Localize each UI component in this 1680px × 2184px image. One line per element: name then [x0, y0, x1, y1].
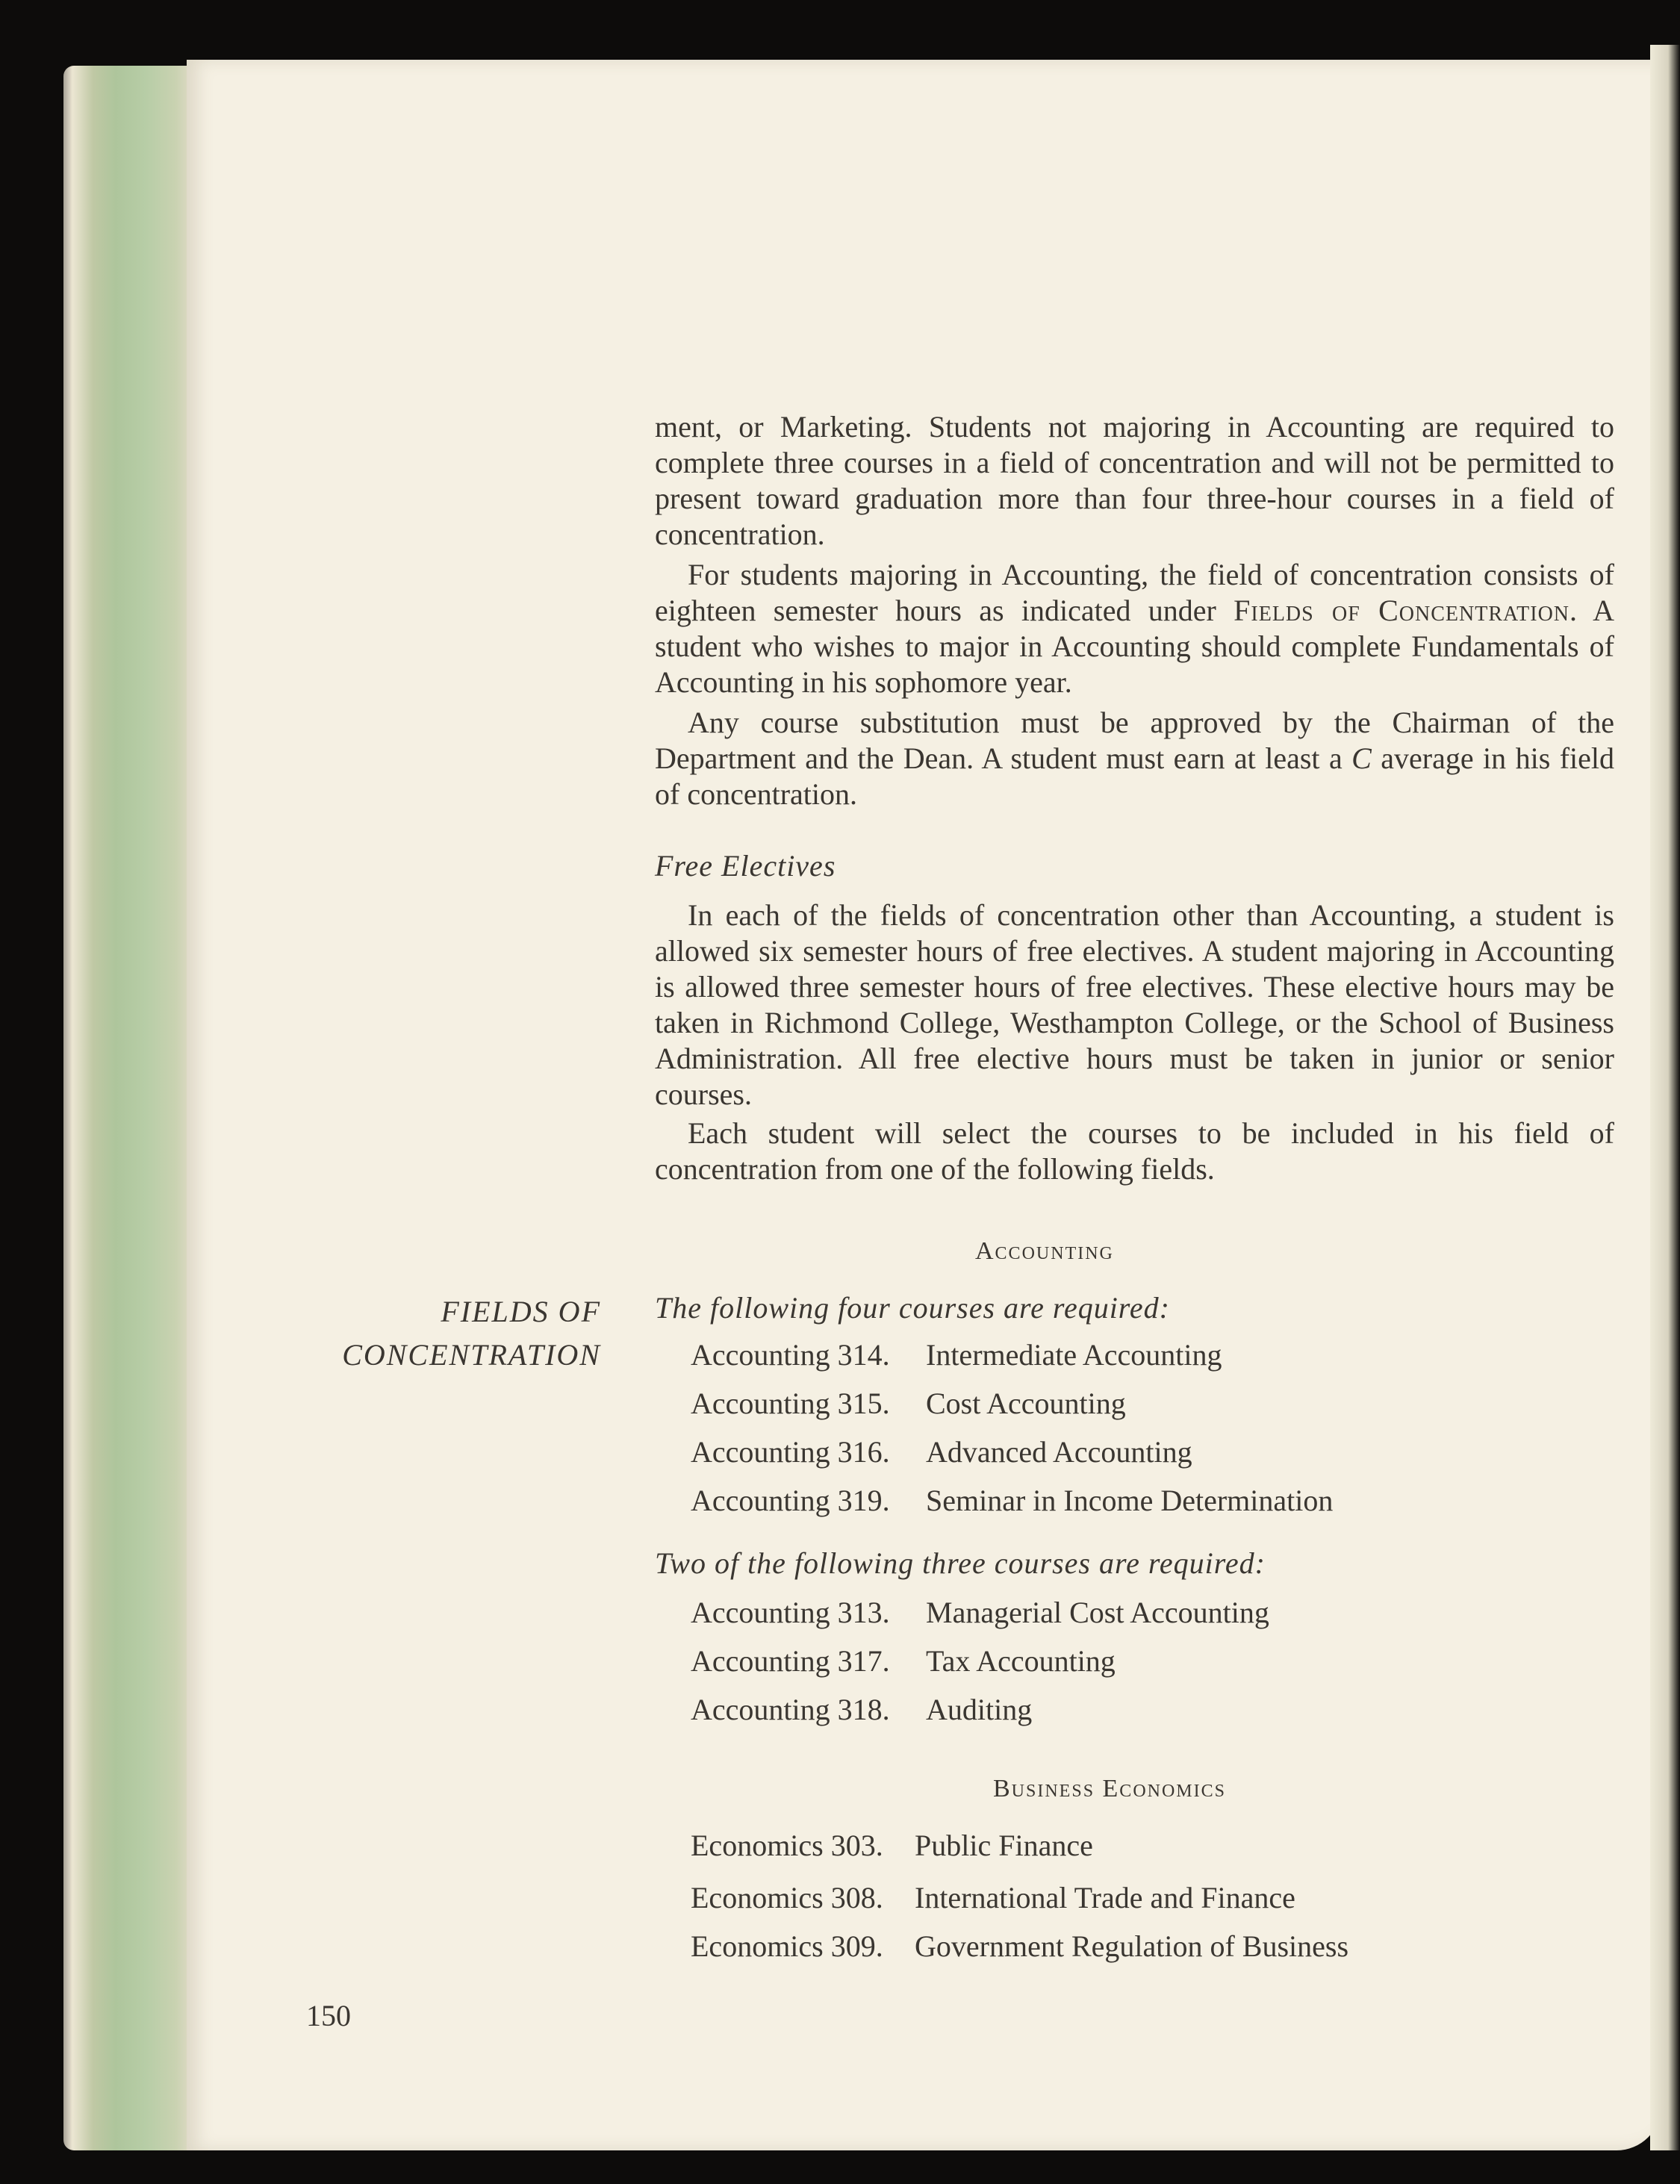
paragraph-text: . A student who wishes to major in Accounting should complete Fundamentals of Accounting in his sophomore year. [655, 594, 1615, 699]
course-number: Accounting 317. [691, 1644, 890, 1678]
course-title: Intermediate Accounting [926, 1338, 1222, 1372]
course-row [691, 1595, 1269, 1631]
paragraph-text: For students majoring in Accounting, the field of concentration consists of eighteen semester hours as indicated under [655, 558, 1614, 627]
side-heading-line: FIELDS OF [441, 1295, 601, 1328]
course-number: Economics 309. [691, 1929, 883, 1963]
paragraph-course-substitution [655, 705, 1614, 812]
course-title: Auditing [926, 1693, 1033, 1726]
course-title: Advanced Accounting [926, 1435, 1192, 1469]
paragraph-continuation: ment, or Marketing. Students not majoring in Accounting are required to complete three courses in a field of concentration and will not be permitted to present toward graduation more than four three-hour courses in a field of concentration. [655, 410, 1614, 551]
course-row [691, 1483, 1334, 1519]
side-heading-line: CONCENTRATION [342, 1338, 601, 1372]
course-number: Accounting 316. [691, 1435, 890, 1469]
course-number: Accounting 314. [691, 1338, 890, 1372]
course-row [691, 1880, 1295, 1916]
course-row [691, 1434, 1192, 1470]
accounting-required-intro: The following four courses are required: [655, 1291, 1170, 1325]
course-title: International Trade and Finance [915, 1881, 1295, 1914]
fields-of-concentration-side-heading [224, 1290, 601, 1377]
page-number: 150 [306, 1999, 351, 2032]
grade-letter: C [1351, 741, 1372, 775]
paragraph-field-selection: Each student will select the courses to be included in his field of concentration from one of the following fields. [655, 1116, 1614, 1186]
paragraph-text: Any course substitution must be approved by the Chairman of the Department and the Dean. A student must earn at least a [655, 706, 1614, 775]
course-row [691, 1692, 1033, 1728]
book-page-edges [63, 66, 190, 2150]
course-number: Accounting 315. [691, 1387, 890, 1420]
paragraph-free-electives: In each of the fields of concentration other than Accounting, a student is allowed six semester hours of free electives. A student majoring in Accounting is allowed three semester hours of free electives. These elective hours may be taken in Richmond College, Westhampton College, or the School of Business Administration. All free elective hours must be taken in junior or senior courses. [655, 898, 1614, 1111]
course-row [691, 1337, 1222, 1373]
course-row [691, 1828, 1093, 1864]
course-row [691, 1643, 1116, 1679]
cross-reference: Fields of Concentration [1233, 594, 1570, 627]
course-row [691, 1929, 1349, 1964]
course-number: Accounting 318. [691, 1693, 890, 1726]
accounting-choice-intro: Two of the following three courses are required: [655, 1546, 1266, 1580]
page-right-edge [1650, 45, 1680, 2150]
course-title: Tax Accounting [926, 1644, 1116, 1678]
business-economics-section-title: Business Economics [993, 1775, 1226, 1802]
free-electives-heading: Free Electives [655, 849, 836, 883]
course-title: Managerial Cost Accounting [926, 1596, 1269, 1629]
paragraph-accounting-majors [655, 557, 1614, 700]
course-title: Public Finance [915, 1829, 1093, 1862]
course-title: Government Regulation of Business [915, 1929, 1349, 1963]
paragraph-text: average in his field of concentration. [655, 741, 1615, 811]
course-number: Economics 303. [691, 1829, 883, 1862]
course-title: Cost Accounting [926, 1387, 1126, 1420]
course-number: Accounting 313. [691, 1596, 890, 1629]
course-title: Seminar in Income Determination [926, 1484, 1334, 1517]
course-number: Economics 308. [691, 1881, 883, 1914]
course-row [691, 1386, 1126, 1422]
accounting-section-title: Accounting [975, 1237, 1114, 1265]
course-number: Accounting 319. [691, 1484, 890, 1517]
